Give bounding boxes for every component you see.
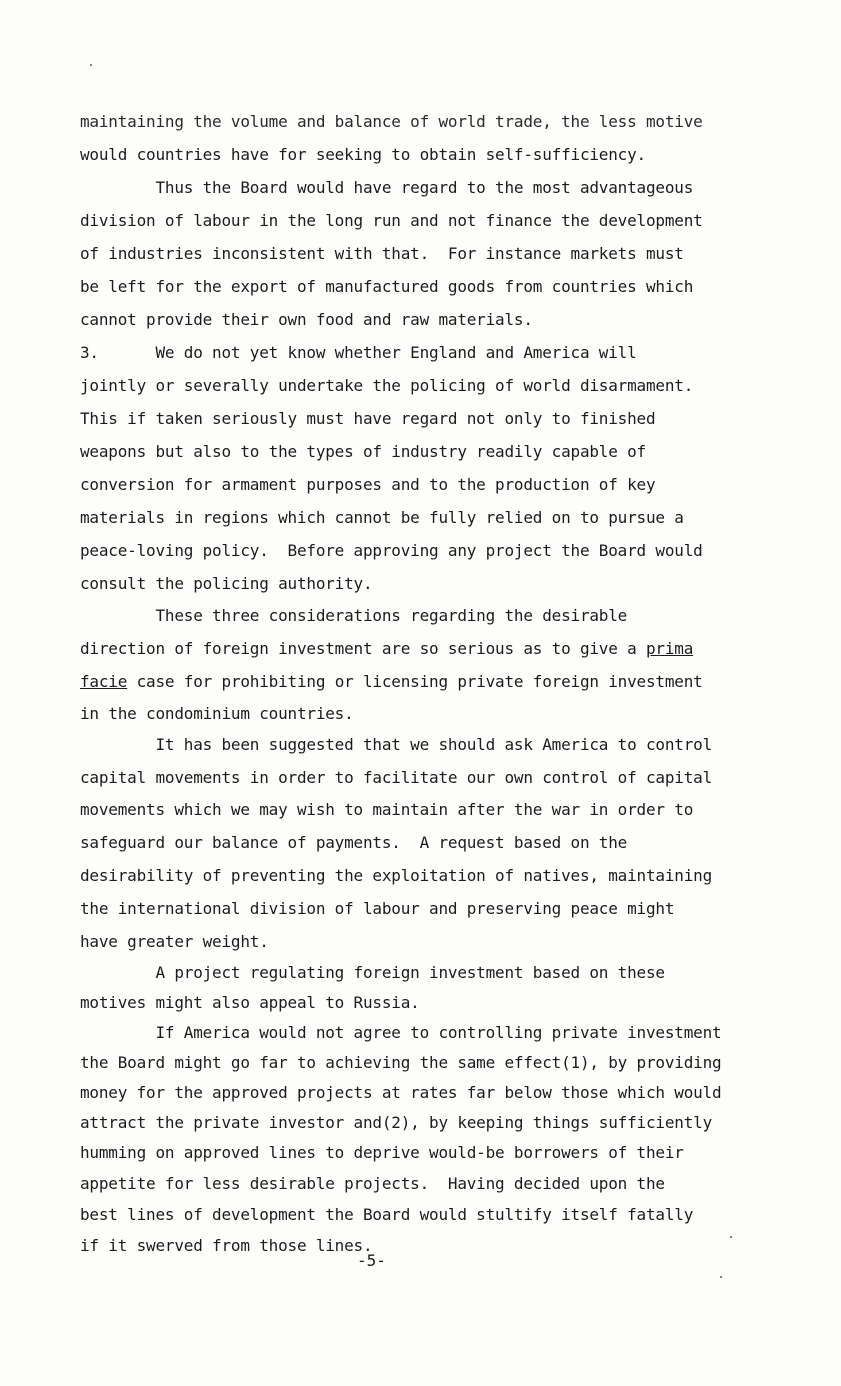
- text-line: have greater weight.: [80, 932, 269, 951]
- text-line: movements which we may wish to maintain after the war in order to: [80, 800, 694, 819]
- text-line: conversion for armament purposes and to the production of key: [80, 475, 656, 494]
- text-line: jointly or severally undertake the policing of world disarmament.: [80, 376, 694, 395]
- text-line: if it swerved from those lines.: [80, 1236, 373, 1255]
- text-line: weapons but also to the types of industry readily capable of: [80, 442, 646, 461]
- text-line: desirability of preventing the exploitation of natives, maintaining: [80, 866, 712, 885]
- text-line: in the condominium countries.: [80, 704, 354, 723]
- text-line: [80, 639, 693, 659]
- text-line: [80, 672, 703, 692]
- emphasis-prima: prima: [645, 639, 694, 658]
- scan-speck: [720, 1276, 722, 1278]
- text-line: be left for the export of manufactured goods from countries which: [80, 277, 694, 296]
- text-line: best lines of development the Board would stultify itself fatally: [80, 1205, 694, 1224]
- text-line: the international division of labour and preserving peace might: [80, 899, 675, 918]
- text-line: materials in regions which cannot be fully relied on to pursue a: [80, 508, 684, 527]
- text-line: the Board might go far to achieving the same effect(1), by providing: [80, 1053, 722, 1072]
- text-line: division of labour in the long run and not finance the development: [80, 211, 703, 230]
- text-line: This if taken seriously must have regard not only to finished: [80, 409, 656, 428]
- text-line: capital movements in order to facilitate our own control of capital: [80, 768, 712, 787]
- text-segment: direction of foreign investment are so serious as to give a: [80, 639, 646, 658]
- text-segment: case for prohibiting or licensing private foreign investment: [136, 672, 703, 691]
- text-line: motives might also appeal to Russia.: [80, 993, 420, 1012]
- text-line: appetite for less desirable projects. Having decided upon the: [80, 1174, 665, 1193]
- text-line: would countries have for seeking to obtain self-sufficiency.: [80, 145, 646, 164]
- emphasis-facie: facie: [80, 672, 128, 691]
- text-line: consult the policing authority.: [80, 574, 373, 593]
- text-line: safeguard our balance of payments. A request based on the: [80, 833, 628, 852]
- page-number: -5-: [357, 1251, 386, 1270]
- text-line: maintaining the volume and balance of world trade, the less motive: [80, 112, 703, 131]
- text-line: A project regulating foreign investment based on these: [80, 963, 665, 982]
- text-line: peace-loving policy. Before approving any project the Board would: [80, 541, 703, 560]
- text-line: Thus the Board would have regard to the most advantageous: [80, 178, 694, 197]
- text-line: If America would not agree to controlling private investment: [80, 1023, 722, 1042]
- text-line: 3. We do not yet know whether England and America will: [80, 343, 637, 362]
- scan-speck: [730, 1236, 732, 1238]
- text-line: It has been suggested that we should ask America to control: [80, 735, 712, 754]
- text-line: money for the approved projects at rates far below those which would: [80, 1083, 722, 1102]
- scan-speck: [90, 64, 92, 66]
- text-line: humming on approved lines to deprive would-be borrowers of their: [80, 1143, 684, 1162]
- text-line: cannot provide their own food and raw materials.: [80, 310, 533, 329]
- text-line: attract the private investor and(2), by keeping things sufficiently: [80, 1113, 712, 1132]
- text-line: These three considerations regarding the desirable: [80, 606, 628, 625]
- text-line: of industries inconsistent with that. For instance markets must: [80, 244, 684, 263]
